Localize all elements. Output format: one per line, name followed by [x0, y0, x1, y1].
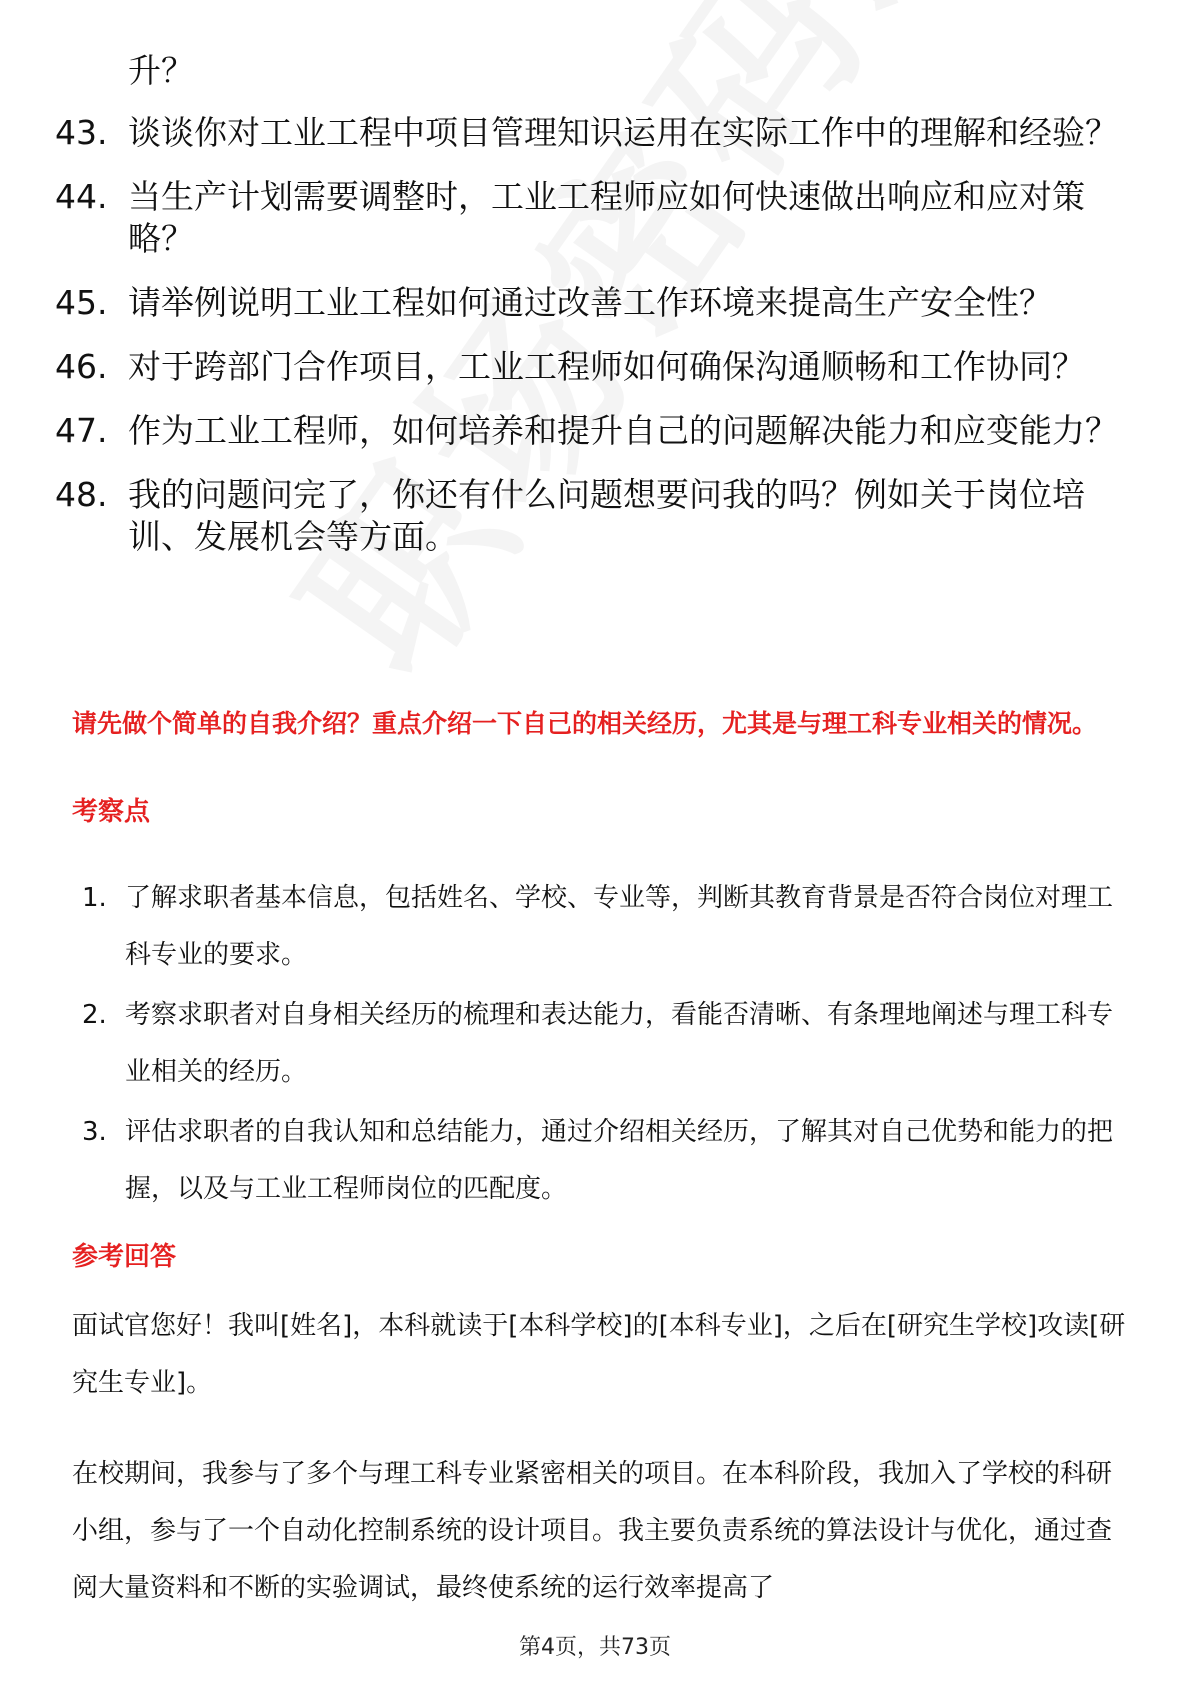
list-item	[82, 987, 1132, 1101]
list-item	[55, 474, 1135, 558]
point-text: 考察求职者对自身相关经历的梳理和表达能力，看能否清晰、有条理地阐述与理工科专业相关的经历。	[125, 1000, 1114, 1087]
question-number: 43.	[55, 113, 108, 152]
question-text: 我的问题问完了，你还有什么问题想要问我的吗？例如关于岗位培训、发展机会等方面。	[128, 475, 1085, 556]
answer-paragraph: 面试官您好！我叫[姓名]，本科就读于[本科学校]的[本科专业]，之后在[研究生学校]攻读[研究生专业]。	[72, 1311, 1126, 1398]
list-item	[82, 1104, 1132, 1218]
point-number: 1.	[82, 883, 107, 913]
point-number: 3.	[82, 1117, 107, 1147]
question-text: 当生产计划需要调整时，工业工程师应如何快速做出响应和应对策略？	[128, 177, 1085, 258]
list-item	[55, 410, 1135, 452]
focus-points-list	[82, 870, 1132, 1221]
reference-answer-label: 参考回答	[72, 1242, 177, 1272]
answer-paragraph: 在校期间，我参与了多个与理工科专业紧密相关的项目。在本科阶段，我加入了学校的科研小组，参与了一个自动化控制系统的设计项目。我主要负责系统的算法设计与优化，通过查阅大量资料和不断的实验调试，最终使系统的运行效率提高了	[72, 1459, 1113, 1603]
question-number: 44.	[55, 177, 108, 216]
point-text: 了解求职者基本信息，包括姓名、学校、专业等，判断其教育背景是否符合岗位对理工科专业的要求。	[125, 883, 1114, 970]
interview-question-heading: 请先做个简单的自我介绍？重点介绍一下自己的相关经历，尤其是与理工科专业相关的情况。	[72, 709, 1098, 738]
question-text: 作为工业工程师，如何培养和提升自己的问题解决能力和应变能力？	[128, 411, 1118, 450]
question-number: 45.	[55, 283, 108, 322]
page-footer: 第4页，共73页	[519, 1635, 671, 1660]
question-number: 48.	[55, 475, 108, 514]
question-text: 对于跨部门合作项目，工业工程师如何确保沟通顺畅和工作协同？	[128, 347, 1085, 386]
question-text: 谈谈你对工业工程中项目管理知识运用在实际工作中的理解和经验？	[128, 113, 1118, 152]
list-item	[82, 870, 1132, 984]
list-item	[55, 112, 1135, 154]
point-text: 评估求职者的自我认知和总结能力，通过介绍相关经历，了解其对自己优势和能力的把握，以及与工业工程师岗位的匹配度。	[125, 1117, 1114, 1204]
question-text: 请举例说明工业工程如何通过改善工作环境来提高生产安全性？	[128, 283, 1052, 322]
focus-points-label: 考察点	[72, 797, 151, 827]
list-item	[55, 176, 1135, 260]
question-list	[55, 112, 1135, 580]
question-number: 47.	[55, 411, 108, 450]
list-item	[55, 346, 1135, 388]
list-item	[55, 282, 1135, 324]
question-continuation: 升？	[128, 51, 194, 90]
point-number: 2.	[82, 1000, 107, 1030]
question-number: 46.	[55, 347, 108, 386]
